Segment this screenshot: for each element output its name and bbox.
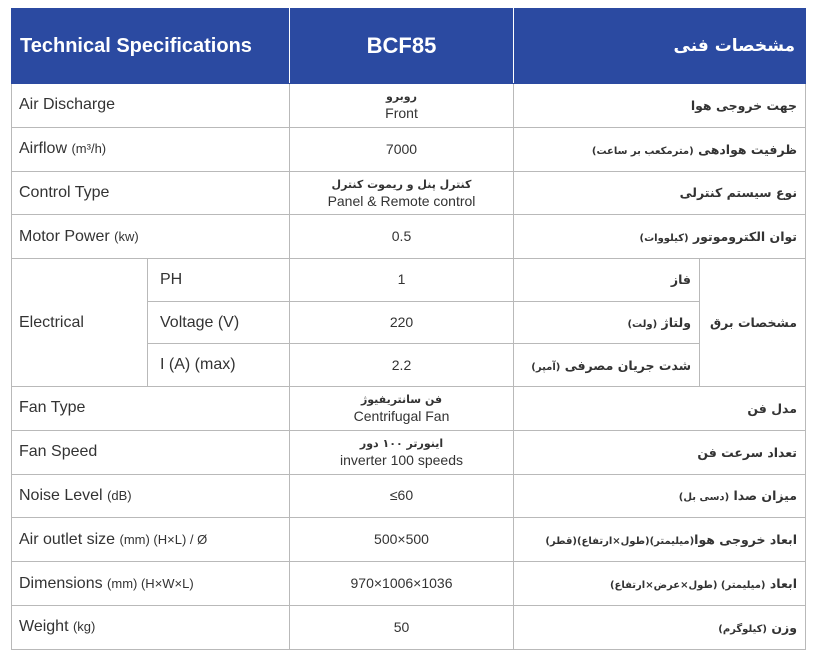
row-air-outlet [12, 518, 806, 562]
control-type-value-fa: کنترل پنل و ریموت کنترل [331, 177, 472, 191]
fan-speed-label: Fan Speed [12, 430, 290, 474]
fan-type-value-fa: فن سانتریفیوژ [360, 393, 443, 407]
voltage-label-fa-cell [514, 301, 700, 344]
weight-label: Weight [19, 618, 69, 636]
air-outlet-unit-fa: (میلیمتر)(طول×ارتفاع)(قطر) [545, 536, 695, 548]
air-outlet-label-fa-cell [514, 518, 806, 562]
air-discharge-value [290, 84, 514, 128]
ph-value: 1 [290, 259, 514, 302]
row-motor-power [12, 215, 806, 259]
noise-level-unit-fa: (دسی بل) [678, 492, 730, 504]
header-model: BCF85 [290, 9, 514, 84]
motor-power-label: Motor Power [19, 227, 110, 245]
weight-value: 50 [290, 605, 514, 649]
weight-unit-fa: (کیلوگرم) [718, 623, 768, 635]
noise-level-label: Noise Level [19, 486, 103, 504]
dimensions-label-fa-cell [514, 562, 806, 606]
spec-table-container [11, 8, 805, 650]
voltage-unit-fa: (ولت) [627, 319, 658, 331]
noise-level-label-fa-cell [514, 474, 806, 518]
weight-label-fa-cell [514, 605, 806, 649]
airflow-label-cell [12, 127, 290, 171]
noise-level-label-cell [12, 474, 290, 518]
airflow-unit: (m³/h) [71, 141, 107, 157]
electrical-label: Electrical [12, 259, 148, 387]
current-value: 2.2 [290, 344, 514, 387]
row-electrical-ph [12, 259, 806, 302]
current-label-fa: شدت جریان مصرفی [564, 357, 691, 373]
motor-power-label-fa-cell [514, 215, 806, 259]
motor-power-label-cell [12, 215, 290, 259]
fan-type-label: Fan Type [12, 386, 290, 430]
weight-label-fa: وزن [771, 619, 798, 635]
voltage-label-fa: ولتاژ [661, 315, 691, 331]
airflow-unit-fa: (مترمکعب بر ساعت) [591, 145, 694, 157]
motor-power-label-fa: توان الکتروموتور [692, 229, 798, 245]
dimensions-label-fa: ابعاد [769, 576, 798, 592]
current-label: I (A) (max) [148, 344, 290, 387]
electrical-label-fa: مشخصات برق [700, 259, 806, 387]
air-outlet-value: 500×500 [290, 518, 514, 562]
noise-level-unit: (dB) [107, 487, 132, 503]
airflow-label-fa-cell [514, 127, 806, 171]
dimensions-label-cell [12, 562, 290, 606]
fan-type-value [290, 386, 514, 430]
voltage-label: Voltage (V) [148, 301, 290, 344]
air-discharge-label: Air Discharge [12, 84, 290, 128]
noise-level-label-fa: میزان صدا [733, 488, 798, 504]
ph-label-fa: فاز [514, 259, 700, 302]
airflow-label-fa: ظرفیت هوادهی [698, 141, 798, 157]
header-row [12, 9, 806, 84]
current-label-fa-cell [514, 344, 700, 387]
air-discharge-label-fa: جهت خروجی هوا [514, 84, 806, 128]
dimensions-unit: (mm) (H×W×L) [107, 575, 194, 591]
air-discharge-value-fa: روبرو [386, 90, 417, 104]
air-outlet-label-cell [12, 518, 290, 562]
dimensions-value: 970×1006×1036 [290, 562, 514, 606]
fan-speed-value-en: inverter 100 speeds [340, 452, 463, 469]
fan-type-label-fa: مدل فن [514, 386, 806, 430]
air-discharge-value-en: Front [385, 105, 418, 122]
fan-speed-label-fa: تعداد سرعت فن [514, 430, 806, 474]
dimensions-unit-fa: (میلیمتر) (طول×عرض×ارتفاع) [609, 580, 766, 592]
control-type-label: Control Type [12, 171, 290, 215]
current-unit-fa: (آمپر) [531, 361, 561, 373]
air-outlet-unit: (mm) (H×L) / Ø [119, 531, 208, 547]
fan-speed-value-fa: اینورتر ۱۰۰ دور [359, 437, 444, 451]
header-title-fa: مشخصات فنی [514, 9, 806, 84]
spec-table [11, 8, 806, 650]
air-outlet-label: Air outlet size [19, 530, 116, 548]
control-type-value-en: Panel & Remote control [327, 192, 476, 209]
row-weight [12, 605, 806, 649]
dimensions-label: Dimensions [19, 574, 103, 592]
noise-level-value: ≤60 [290, 474, 514, 518]
row-control-type [12, 171, 806, 215]
motor-power-value: 0.5 [290, 215, 514, 259]
voltage-value: 220 [290, 301, 514, 344]
control-type-value [290, 171, 514, 215]
airflow-label: Airflow [19, 140, 68, 158]
motor-power-unit: (kw) [114, 228, 139, 244]
airflow-value: 7000 [290, 127, 514, 171]
control-type-label-fa: نوع سیستم کنترلی [514, 171, 806, 215]
row-air-discharge [12, 84, 806, 128]
air-outlet-label-fa: ابعاد خروجی هوا [694, 532, 798, 548]
motor-power-unit-fa: (کیلووات) [639, 233, 689, 245]
header-title-en: Technical Specifications [12, 9, 290, 84]
row-fan-speed [12, 430, 806, 474]
row-dimensions [12, 562, 806, 606]
row-fan-type [12, 386, 806, 430]
row-airflow [12, 127, 806, 171]
fan-speed-value [290, 430, 514, 474]
weight-unit: (kg) [72, 619, 96, 635]
weight-label-cell [12, 605, 290, 649]
ph-label: PH [148, 259, 290, 302]
row-noise-level [12, 474, 806, 518]
fan-type-value-en: Centrifugal Fan [353, 408, 450, 425]
